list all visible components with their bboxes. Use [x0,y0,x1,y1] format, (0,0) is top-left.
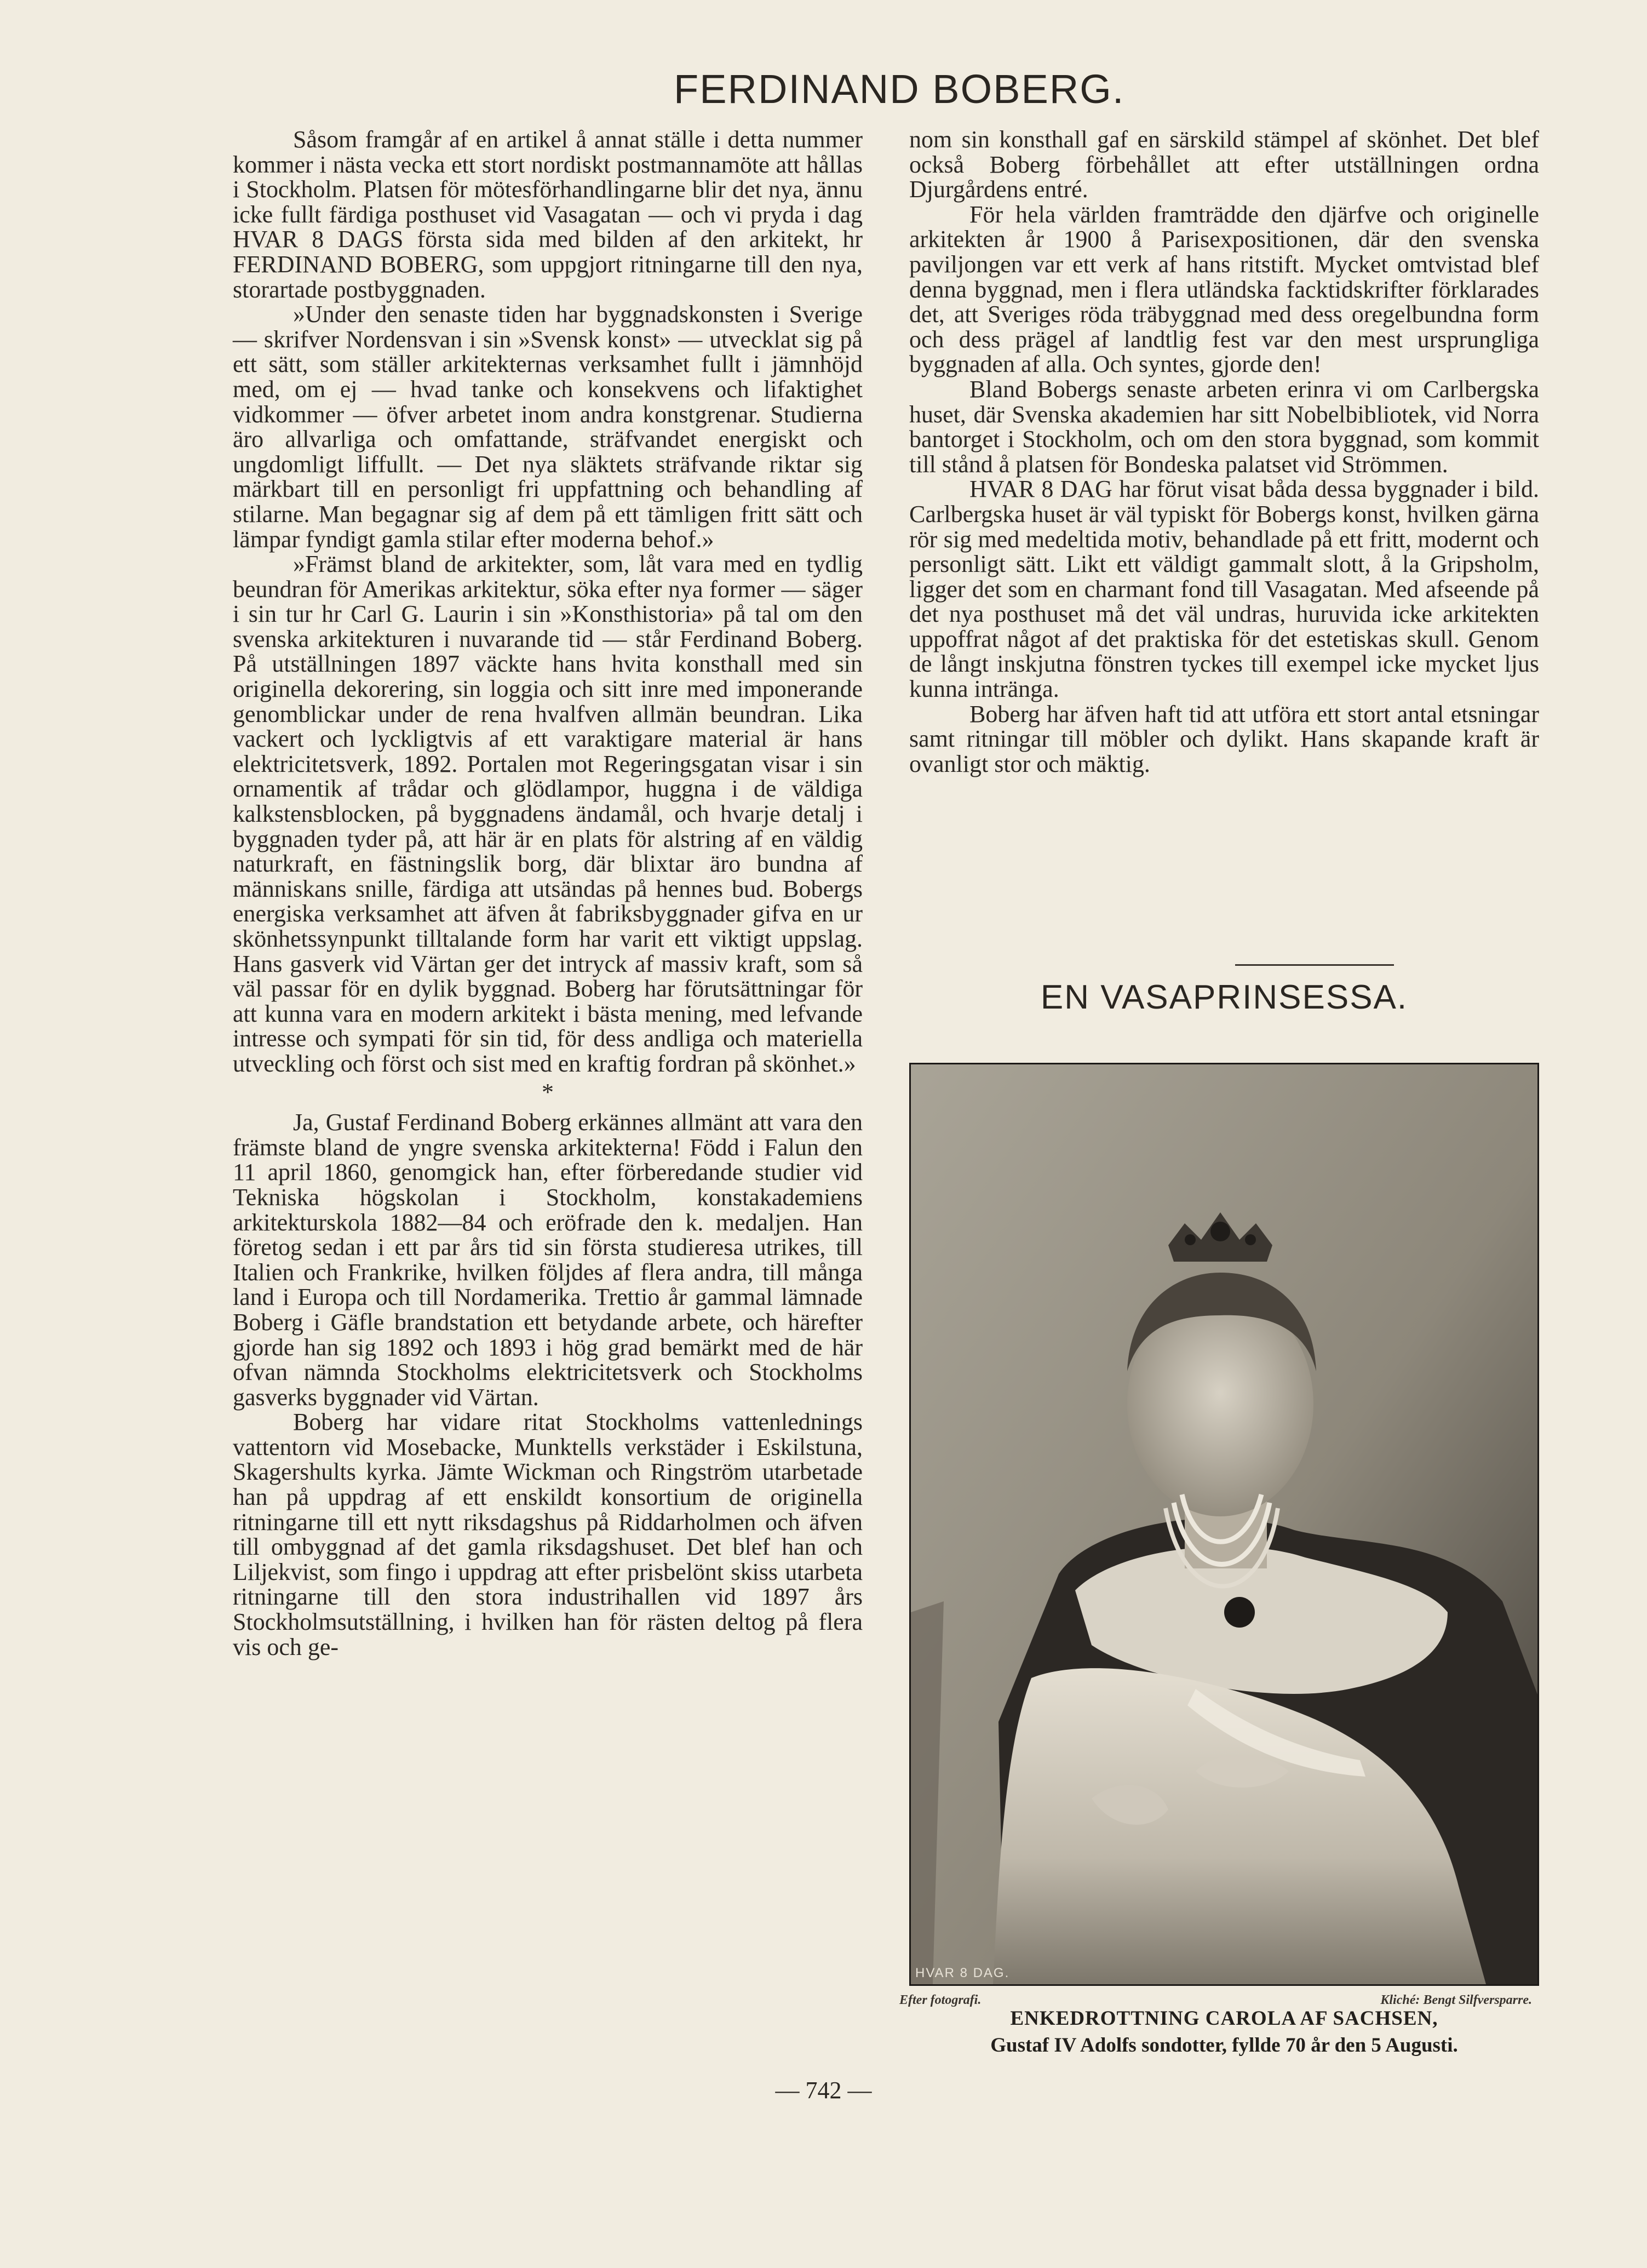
photo-credit: Efter fotografi. [899,1993,982,2007]
portrait-illustration [911,1064,1537,1984]
section-title: EN VASAPRINSESSA. [1040,978,1408,1016]
page-title: FERDINAND BOBERG. [674,66,1125,112]
article-paragraph: Såsom framgår af en artikel å annat ställe i detta nummer kommer i nästa vecka ett stort nordiskt postmannamöte att hållas i Stockholm. Platsen för mötesförhandlingarne blir det nya, ännu icke fullt färdiga posthuset vid Vasagatan — och vi pryda i dag HVAR 8 DAGS första sida med bilden af den arkitekt, hr FERDINAND BOBERG, som uppgjort ritningarne till den nya, storartade postbyggnaden. [233,126,863,303]
article-paragraph: Boberg har äfven haft tid att utföra ett stort antal etsningar samt ritningar till möbler och dylikt. Hans skapande kraft är ovanligt stor och mäktig. [909,700,1539,777]
article-paragraph: »Under den senaste tiden har byggnadskonsten i Sverige — skrifver Nordensvan i sin »Svensk konst» — utvecklat sig på ett sätt, som ställer arkitekternas verksamhet fullt i jämnhöjd med, om ej — hvad tanke och konsekvens och lifaktighet vidkommer — öfver arbetet inom andra konstgrenar. Studierna äro allvarliga och omfattande, sträfvandet energiskt och ungdomligt liffullt. — Det nya släktets sträfvande riktar sig märkbart till en personligt fri uppfattning och behandling af stilarne. Man begagnar sig af dem på ett tämligen fritt sätt och lämpar fyndigt gamla stilar efter moderna behof.» [233,301,863,553]
page-number: — 742 — [775,2077,872,2104]
article-paragraph: nom sin konsthall gaf en särskild stämpel af skönhet. Det blef också Boberg förbehållet att efter utställningen ordna Djurgårdens entré. [909,126,1539,203]
photo-caption-subtitle: Gustaf IV Adolfs sondotter, fyllde 70 år den 5 Augusti. [990,2034,1458,2057]
article-column-right [909,127,1539,776]
article-paragraph: Bland Bobergs senaste arbeten erinra vi om Carlbergska huset, där Svenska akademien har sitt Nobelbibliotek, vid Norra bantorget i Stockholm, och om den stora byggnad, som kommit till stånd å platsen för Bondeska palatset vid Strömmen. [909,375,1539,478]
article-column-left [233,127,863,1659]
section-divider [1235,964,1394,966]
photo-watermark: HVAR 8 DAG. [915,1966,1010,1980]
article-paragraph: Ja, Gustaf Ferdinand Boberg erkännes allmänt att vara den främste bland de yngre svenska arkitekterna! Född i Falun den 11 april 1860, genomgick han, efter förberedande studier vid Tekniska högskolan i Stockholm, konstakademiens arkitekturskola 1882—84 och eröfrade den k. medaljen. Han företog sedan i ett par års tid sin första studieresa utrikes, till Italien och Frankrike, hvilken följdes af flera andra, till många land i Europa och till Nordamerika. Trettio år gammal lämnade Boberg i Gäfle brandstation ett betydande arbete, och härefter gjorde han sig 1892 och 1893 i hög grad bemärkt med de här ofvan nämnda Stockholms elektricitetsverk och Stockholms gasverks byggnader vid Värtan. [233,1109,863,1411]
section-separator-star: * [542,1078,554,1106]
article-paragraph: »Främst bland de arkitekter, som, låt vara med en tydlig beundran för Amerikas arkitektur, söka efter nya former — säger i sin tur hr Carl G. Laurin i sin »Konsthistoria» på tal om den svenska arkitekturen i nuvarande tid — står Ferdinand Boberg. På utställningen 1897 väckte hans hvita konsthall med sin originella dekorering, sin loggia och sitt inre med imponerande genomblickar under de rena hvalfven allmän beundran. Lika vackert och lyckligtvis af ett varaktigare material är hans elektricitetsverk, 1892. Portalen mot Regeringsgatan visar i sin ornamentik af trådar och glödlampor, huggna i de väldiga kalkstensblocken, på byggnadens ändamål, och hvarje detalj i byggnaden tyder på, att här är en plats för alstring af en väldig naturkraft, en fästningslik borg, där blixtar äro bundna af människans snille, färdiga att utsändas på hennes bud. Bobergs energiska verksamhet att äfven åt fabriksbyggnader gifva en ur skönhetssynpunkt tilltalande form har varit ett viktigt uppslag. Hans gasverk vid Värtan ger det intryck af massiv kraft, som så väl passar för en dylik byggnad. Boberg har förutsättningar för att kunna vara en modern arkitekt i bästa mening, med lefvande intresse och sympati för sin tid, för dess andliga och materiella utveckling och först och sist med en kraftig fordran på skönhet.» [233,551,863,1077]
article-paragraph: För hela världen framträdde den djärfve och originelle arkitekten år 1900 å Parisexpositionen, där den svenska paviljongen var ett verk af hans ritstift. Mycket omtvistad blef denna byggnad, men i flera utländska facktidskrifter förklarades det, att Sveriges röda träbyggnad med dess oregelbundna form och dess prägel af landtlig fest var den mest ursprungliga byggnaden af alla. Och syntes, gjorde den! [909,201,1539,378]
portrait-photo [909,1063,1539,1986]
cliche-credit: Kliché: Bengt Silfversparre. [1380,1993,1532,2007]
photo-caption-title: ENKEDROTTNING CAROLA AF SACHSEN, [1010,2007,1438,2030]
article-paragraph: HVAR 8 DAG har förut visat båda dessa byggnader i bild. Carlbergska huset är väl typiskt för Bobergs konst, hvilken gärna rör sig med medeltida motiv, behandlade på ett fritt, modernt och personligt sätt. Likt ett väldigt gammalt slott, å la Gripsholm, ligger det som en charmant fond till Vasagatan. Med afseende på det nya posthuset må det väl undras, huruvida icke arkitekten uppoffrat något af det praktiska för det estetiskas skull. Genom de långt inskjutna fönstren tyckes till exempel icke mycket ljus kunna inträngа. [909,476,1539,703]
article-paragraph: Boberg har vidare ritat Stockholms vattenlednings vattentorn vid Mosebacke, Munktells verkstäder i Eskilstuna, Skagershults kyrka. Jämte Wickman och Ringström utarbetade han på uppdrag af ett enskildt konsortium de originella ritningarne till ett nytt riksdagshus på Riddarholmen och äfven till ombyggnad af det gamla riksdagshuset. Det blef han och Liljekvist, som fingo i uppdrag att efter prisbelönt skiss utarbeta ritningarne till den stora industrihallen vid 1897 års Stockholmsutställning, i hvilken han för rästen deltog på flera vis och ge- [233,1408,863,1660]
